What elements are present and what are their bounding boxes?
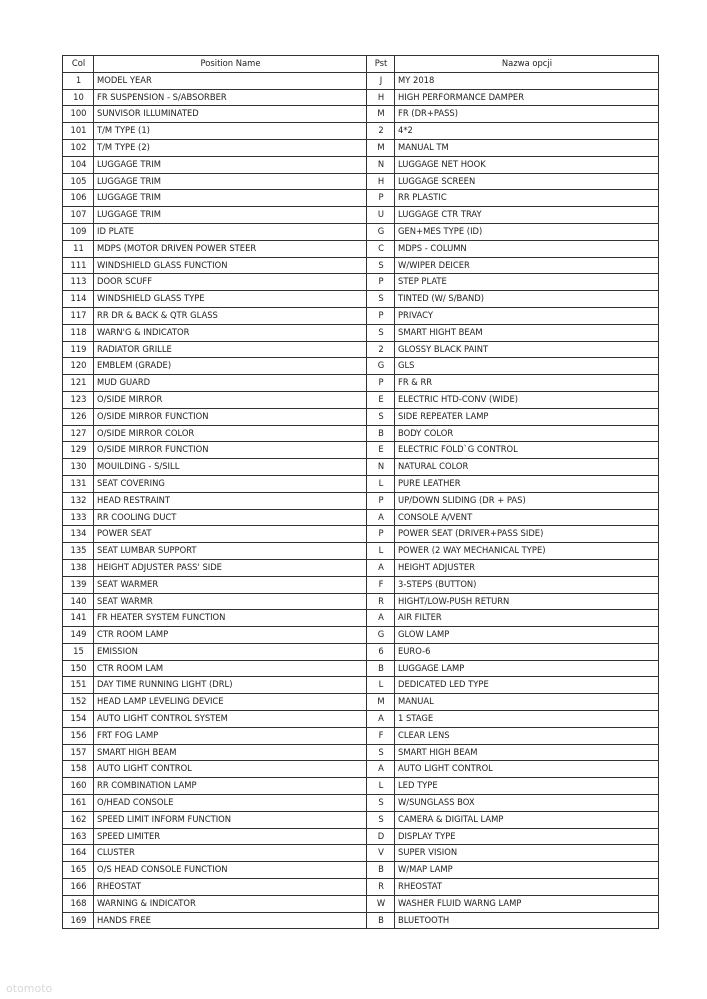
table-header (63, 56, 659, 73)
cell-option-name: RR PLASTIC (395, 190, 659, 207)
table-row (63, 240, 659, 257)
cell-position-name: RR DR & BACK & QTR GLASS (94, 307, 367, 324)
cell-position-name: O/HEAD CONSOLE (94, 795, 367, 812)
cell-position-name: WARNING & INDICATOR (94, 895, 367, 912)
cell-pst: 2 (367, 123, 395, 140)
table-row (63, 509, 659, 526)
cell-pst: E (367, 442, 395, 459)
table-row (63, 391, 659, 408)
table-row (63, 526, 659, 543)
cell-option-name: EURO-6 (395, 643, 659, 660)
cell-option-name: CONSOLE A/VENT (395, 509, 659, 526)
cell-option-name: LUGGAGE NET HOOK (395, 156, 659, 173)
cell-pst: L (367, 677, 395, 694)
cell-col: 156 (63, 727, 94, 744)
cell-option-name: TINTED (W/ S/BAND) (395, 291, 659, 308)
cell-col: 141 (63, 610, 94, 627)
cell-option-name: DISPLAY TYPE (395, 828, 659, 845)
cell-position-name: WINDSHIELD GLASS TYPE (94, 291, 367, 308)
cell-option-name: RHEOSTAT (395, 879, 659, 896)
header-nazwa-opcji: Nazwa opcji (395, 56, 659, 73)
cell-position-name: FR HEATER SYSTEM FUNCTION (94, 610, 367, 627)
cell-col: 152 (63, 694, 94, 711)
table-row (63, 375, 659, 392)
options-table (62, 55, 659, 929)
cell-position-name: SEAT COVERING (94, 475, 367, 492)
cell-option-name: BLUETOOTH (395, 912, 659, 929)
cell-position-name: AUTO LIGHT CONTROL (94, 761, 367, 778)
cell-option-name: 4*2 (395, 123, 659, 140)
table-row (63, 627, 659, 644)
cell-pst: S (367, 811, 395, 828)
cell-option-name: LUGGAGE CTR TRAY (395, 207, 659, 224)
cell-option-name: HEIGHT ADJUSTER (395, 559, 659, 576)
cell-position-name: DOOR SCUFF (94, 274, 367, 291)
cell-position-name: RHEOSTAT (94, 879, 367, 896)
table-row (63, 324, 659, 341)
cell-pst: H (367, 173, 395, 190)
cell-col: 135 (63, 543, 94, 560)
cell-position-name: O/SIDE MIRROR COLOR (94, 425, 367, 442)
cell-pst: B (367, 862, 395, 879)
cell-option-name: HIGHT/LOW-PUSH RETURN (395, 593, 659, 610)
cell-position-name: DAY TIME RUNNING LIGHT (DRL) (94, 677, 367, 694)
cell-option-name: ELECTRIC HTD-CONV (WIDE) (395, 391, 659, 408)
cell-col: 139 (63, 576, 94, 593)
cell-position-name: ID PLATE (94, 223, 367, 240)
table-row (63, 643, 659, 660)
table-row (63, 559, 659, 576)
cell-col: 121 (63, 375, 94, 392)
table-row (63, 795, 659, 812)
cell-option-name: CLEAR LENS (395, 727, 659, 744)
cell-position-name: O/SIDE MIRROR FUNCTION (94, 408, 367, 425)
cell-pst: A (367, 509, 395, 526)
cell-option-name: LED TYPE (395, 778, 659, 795)
table-row (63, 677, 659, 694)
table-row (63, 72, 659, 89)
table-row (63, 711, 659, 728)
cell-col: 106 (63, 190, 94, 207)
table-row (63, 459, 659, 476)
cell-pst: L (367, 778, 395, 795)
cell-pst: H (367, 89, 395, 106)
cell-position-name: FR SUSPENSION - S/ABSORBER (94, 89, 367, 106)
cell-col: 101 (63, 123, 94, 140)
cell-option-name: MDPS - COLUMN (395, 240, 659, 257)
cell-position-name: LUGGAGE TRIM (94, 156, 367, 173)
table-row (63, 543, 659, 560)
cell-col: 1 (63, 72, 94, 89)
cell-option-name: W/MAP LAMP (395, 862, 659, 879)
table-row (63, 156, 659, 173)
cell-col: 164 (63, 845, 94, 862)
cell-col: 158 (63, 761, 94, 778)
cell-col: 166 (63, 879, 94, 896)
cell-position-name: EMBLEM (GRADE) (94, 358, 367, 375)
cell-pst: A (367, 559, 395, 576)
cell-position-name: HANDS FREE (94, 912, 367, 929)
table-row (63, 442, 659, 459)
cell-pst: R (367, 593, 395, 610)
cell-col: 114 (63, 291, 94, 308)
cell-col: 120 (63, 358, 94, 375)
cell-option-name: FR & RR (395, 375, 659, 392)
cell-col: 109 (63, 223, 94, 240)
cell-option-name: NATURAL COLOR (395, 459, 659, 476)
cell-col: 118 (63, 324, 94, 341)
cell-pst: P (367, 190, 395, 207)
cell-option-name: BODY COLOR (395, 425, 659, 442)
table-row (63, 89, 659, 106)
table-row (63, 694, 659, 711)
cell-position-name: SUNVISOR ILLUMINATED (94, 106, 367, 123)
table-row (63, 307, 659, 324)
cell-pst: S (367, 324, 395, 341)
cell-pst: S (367, 795, 395, 812)
cell-position-name: SEAT WARMR (94, 593, 367, 610)
cell-option-name: ELECTRIC FOLD`G CONTROL (395, 442, 659, 459)
header-col: Col (63, 56, 94, 73)
table-row (63, 492, 659, 509)
cell-col: 107 (63, 207, 94, 224)
cell-col: 160 (63, 778, 94, 795)
cell-pst: S (367, 744, 395, 761)
cell-pst: B (367, 912, 395, 929)
cell-pst: F (367, 727, 395, 744)
table-row (63, 106, 659, 123)
cell-position-name: POWER SEAT (94, 526, 367, 543)
cell-position-name: HEAD RESTRAINT (94, 492, 367, 509)
cell-option-name: GLOSSY BLACK PAINT (395, 341, 659, 358)
table-row (63, 207, 659, 224)
cell-pst: U (367, 207, 395, 224)
table-row (63, 761, 659, 778)
cell-col: 138 (63, 559, 94, 576)
cell-option-name: HIGH PERFORMANCE DAMPER (395, 89, 659, 106)
cell-position-name: MODEL YEAR (94, 72, 367, 89)
cell-col: 132 (63, 492, 94, 509)
cell-position-name: LUGGAGE TRIM (94, 190, 367, 207)
cell-position-name: SEAT LUMBAR SUPPORT (94, 543, 367, 560)
cell-col: 123 (63, 391, 94, 408)
cell-pst: V (367, 845, 395, 862)
cell-option-name: MANUAL (395, 694, 659, 711)
table-row (63, 425, 659, 442)
cell-pst: S (367, 408, 395, 425)
table-row (63, 727, 659, 744)
cell-pst: R (367, 879, 395, 896)
cell-option-name: AIR FILTER (395, 610, 659, 627)
cell-option-name: 3-STEPS (BUTTON) (395, 576, 659, 593)
cell-col: 127 (63, 425, 94, 442)
table-row (63, 778, 659, 795)
cell-pst: 2 (367, 341, 395, 358)
cell-position-name: SPEED LIMIT INFORM FUNCTION (94, 811, 367, 828)
cell-col: 169 (63, 912, 94, 929)
cell-col: 134 (63, 526, 94, 543)
cell-col: 129 (63, 442, 94, 459)
cell-option-name: WASHER FLUID WARNG LAMP (395, 895, 659, 912)
cell-pst: G (367, 358, 395, 375)
cell-pst: F (367, 576, 395, 593)
table-row (63, 828, 659, 845)
cell-col: 111 (63, 257, 94, 274)
cell-col: 151 (63, 677, 94, 694)
cell-position-name: LUGGAGE TRIM (94, 207, 367, 224)
cell-option-name: 1 STAGE (395, 711, 659, 728)
cell-pst: S (367, 291, 395, 308)
cell-option-name: SMART HIGH BEAM (395, 744, 659, 761)
cell-position-name: LUGGAGE TRIM (94, 173, 367, 190)
cell-col: 133 (63, 509, 94, 526)
cell-position-name: O/SIDE MIRROR FUNCTION (94, 442, 367, 459)
cell-option-name: POWER (2 WAY MECHANICAL TYPE) (395, 543, 659, 560)
table-row (63, 610, 659, 627)
table-row (63, 576, 659, 593)
cell-option-name: UP/DOWN SLIDING (DR + PAS) (395, 492, 659, 509)
cell-position-name: WARN'G & INDICATOR (94, 324, 367, 341)
cell-col: 100 (63, 106, 94, 123)
cell-col: 149 (63, 627, 94, 644)
cell-position-name: T/M TYPE (2) (94, 139, 367, 156)
table-row (63, 845, 659, 862)
table-row (63, 123, 659, 140)
table-row (63, 190, 659, 207)
table-row (63, 341, 659, 358)
cell-col: 11 (63, 240, 94, 257)
cell-col: 150 (63, 660, 94, 677)
table-row (63, 475, 659, 492)
table-row (63, 358, 659, 375)
header-position-name: Position Name (94, 56, 367, 73)
table-row (63, 912, 659, 929)
cell-col: 154 (63, 711, 94, 728)
cell-pst: B (367, 425, 395, 442)
cell-pst: B (367, 660, 395, 677)
cell-option-name: LUGGAGE SCREEN (395, 173, 659, 190)
cell-position-name: HEIGHT ADJUSTER PASS' SIDE (94, 559, 367, 576)
cell-position-name: FRT FOG LAMP (94, 727, 367, 744)
cell-option-name: DEDICATED LED TYPE (395, 677, 659, 694)
table-row (63, 593, 659, 610)
cell-position-name: WINDSHIELD GLASS FUNCTION (94, 257, 367, 274)
cell-option-name: PURE LEATHER (395, 475, 659, 492)
cell-pst: N (367, 459, 395, 476)
cell-col: 130 (63, 459, 94, 476)
cell-col: 117 (63, 307, 94, 324)
cell-option-name: STEP PLATE (395, 274, 659, 291)
cell-position-name: EMISSION (94, 643, 367, 660)
cell-pst: L (367, 475, 395, 492)
cell-option-name: LUGGAGE LAMP (395, 660, 659, 677)
table-row (63, 257, 659, 274)
cell-option-name: SMART HIGHT BEAM (395, 324, 659, 341)
cell-pst: D (367, 828, 395, 845)
cell-pst: P (367, 375, 395, 392)
cell-col: 15 (63, 643, 94, 660)
cell-position-name: T/M TYPE (1) (94, 123, 367, 140)
cell-option-name: FR (DR+PASS) (395, 106, 659, 123)
watermark: otomoto (6, 982, 53, 995)
cell-col: 10 (63, 89, 94, 106)
cell-position-name: SMART HIGH BEAM (94, 744, 367, 761)
cell-col: 104 (63, 156, 94, 173)
table-row (63, 223, 659, 240)
cell-col: 140 (63, 593, 94, 610)
table-row (63, 744, 659, 761)
cell-pst: E (367, 391, 395, 408)
table-row (63, 811, 659, 828)
table-row (63, 173, 659, 190)
cell-option-name: W/SUNGLASS BOX (395, 795, 659, 812)
table-row (63, 895, 659, 912)
cell-option-name: PRIVACY (395, 307, 659, 324)
cell-option-name: AUTO LIGHT CONTROL (395, 761, 659, 778)
cell-col: 105 (63, 173, 94, 190)
cell-pst: M (367, 694, 395, 711)
table-body (63, 72, 659, 929)
cell-pst: J (367, 72, 395, 89)
cell-col: 165 (63, 862, 94, 879)
cell-pst: A (367, 761, 395, 778)
cell-col: 126 (63, 408, 94, 425)
cell-position-name: O/SIDE MIRROR (94, 391, 367, 408)
cell-col: 162 (63, 811, 94, 828)
cell-position-name: RADIATOR GRILLE (94, 341, 367, 358)
cell-col: 157 (63, 744, 94, 761)
cell-option-name: CAMERA & DIGITAL LAMP (395, 811, 659, 828)
cell-position-name: RR COOLING DUCT (94, 509, 367, 526)
cell-option-name: W/WIPER DEICER (395, 257, 659, 274)
cell-position-name: O/S HEAD CONSOLE FUNCTION (94, 862, 367, 879)
cell-position-name: CTR ROOM LAM (94, 660, 367, 677)
cell-col: 102 (63, 139, 94, 156)
table-row (63, 862, 659, 879)
cell-pst: G (367, 627, 395, 644)
cell-col: 113 (63, 274, 94, 291)
cell-pst: C (367, 240, 395, 257)
cell-pst: A (367, 610, 395, 627)
cell-pst: P (367, 526, 395, 543)
cell-option-name: GLOW LAMP (395, 627, 659, 644)
cell-position-name: HEAD LAMP LEVELING DEVICE (94, 694, 367, 711)
cell-option-name: GLS (395, 358, 659, 375)
cell-pst: A (367, 711, 395, 728)
cell-col: 161 (63, 795, 94, 812)
cell-pst: S (367, 257, 395, 274)
cell-col: 168 (63, 895, 94, 912)
cell-col: 131 (63, 475, 94, 492)
cell-pst: M (367, 106, 395, 123)
cell-option-name: SIDE REPEATER LAMP (395, 408, 659, 425)
cell-pst: G (367, 223, 395, 240)
cell-option-name: MANUAL TM (395, 139, 659, 156)
cell-pst: N (367, 156, 395, 173)
cell-pst: L (367, 543, 395, 560)
cell-option-name: SUPER VISION (395, 845, 659, 862)
table-row (63, 408, 659, 425)
cell-option-name: GEN+MES TYPE (ID) (395, 223, 659, 240)
cell-pst: 6 (367, 643, 395, 660)
header-pst: Pst (367, 56, 395, 73)
cell-position-name: MOUILDING - S/SILL (94, 459, 367, 476)
table-row (63, 139, 659, 156)
cell-position-name: AUTO LIGHT CONTROL SYSTEM (94, 711, 367, 728)
cell-position-name: CLUSTER (94, 845, 367, 862)
table-row (63, 879, 659, 896)
cell-position-name: RR COMBINATION LAMP (94, 778, 367, 795)
cell-position-name: SPEED LIMITER (94, 828, 367, 845)
table-row (63, 274, 659, 291)
cell-option-name: MY 2018 (395, 72, 659, 89)
cell-col: 119 (63, 341, 94, 358)
header-row (63, 56, 659, 73)
cell-position-name: SEAT WARMER (94, 576, 367, 593)
cell-pst: P (367, 307, 395, 324)
table-row (63, 660, 659, 677)
cell-position-name: MDPS (MOTOR DRIVEN POWER STEER (94, 240, 367, 257)
cell-pst: P (367, 492, 395, 509)
cell-pst: P (367, 274, 395, 291)
cell-option-name: POWER SEAT (DRIVER+PASS SIDE) (395, 526, 659, 543)
cell-col: 163 (63, 828, 94, 845)
cell-position-name: MUD GUARD (94, 375, 367, 392)
cell-pst: W (367, 895, 395, 912)
cell-position-name: CTR ROOM LAMP (94, 627, 367, 644)
cell-pst: M (367, 139, 395, 156)
table-row (63, 291, 659, 308)
